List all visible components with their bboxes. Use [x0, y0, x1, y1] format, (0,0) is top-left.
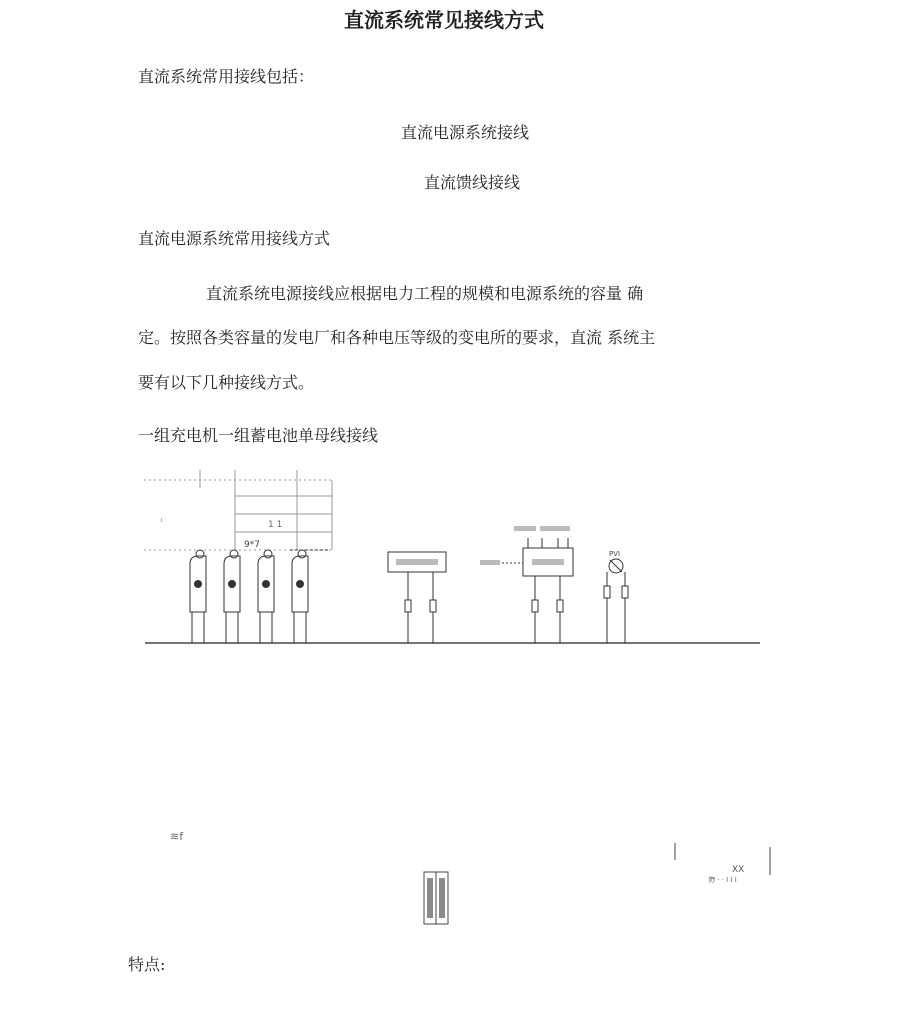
list-item-feeder-wiring: 直流馈线接线	[424, 173, 521, 192]
side-mark: ¹	[160, 517, 164, 526]
xx-label: XX	[732, 865, 745, 875]
features-label: 特点:	[128, 955, 166, 974]
table-text-2: 9*7	[244, 540, 260, 550]
paragraph-line: 要有以下几种接线方式。	[138, 373, 315, 392]
vertical-label-block	[424, 872, 448, 924]
stamp-mark: ≋f	[170, 830, 184, 843]
document-title: 直流系统常见接线方式	[344, 8, 544, 32]
charger-module-1	[190, 550, 206, 643]
charger-modules	[190, 550, 330, 643]
right-fragment	[675, 843, 770, 878]
cabinet-table	[144, 470, 332, 550]
intro-text: 直流系统常用接线包括：	[138, 67, 315, 86]
pv-label: PVI	[609, 550, 621, 558]
scan-fragments	[160, 820, 780, 930]
table-text-1: 1 1	[268, 520, 283, 530]
paragraph-line: 定。按照各类容量的发电厂和各种电压等级的变电所的要求，直流 系统主	[138, 328, 656, 347]
subsection-heading: 一组充电机一组蓄电池单母线接线	[138, 426, 379, 445]
charger-module-2	[224, 550, 240, 643]
charger-module-3	[258, 550, 274, 643]
pv-meter	[604, 559, 628, 643]
list-item-power-wiring: 直流电源系统接线	[401, 123, 530, 142]
wiring-diagram	[140, 460, 770, 650]
main-controller	[480, 526, 573, 643]
paragraph-line: 直流系统电源接线应根据电力工程的规模和电源系统的容量 确	[206, 284, 644, 303]
monitor-unit	[388, 552, 446, 643]
charger-module-4	[292, 550, 308, 643]
small-marks: 协 · · I I I	[708, 876, 737, 884]
section-heading: 直流电源系统常用接线方式	[138, 229, 331, 248]
